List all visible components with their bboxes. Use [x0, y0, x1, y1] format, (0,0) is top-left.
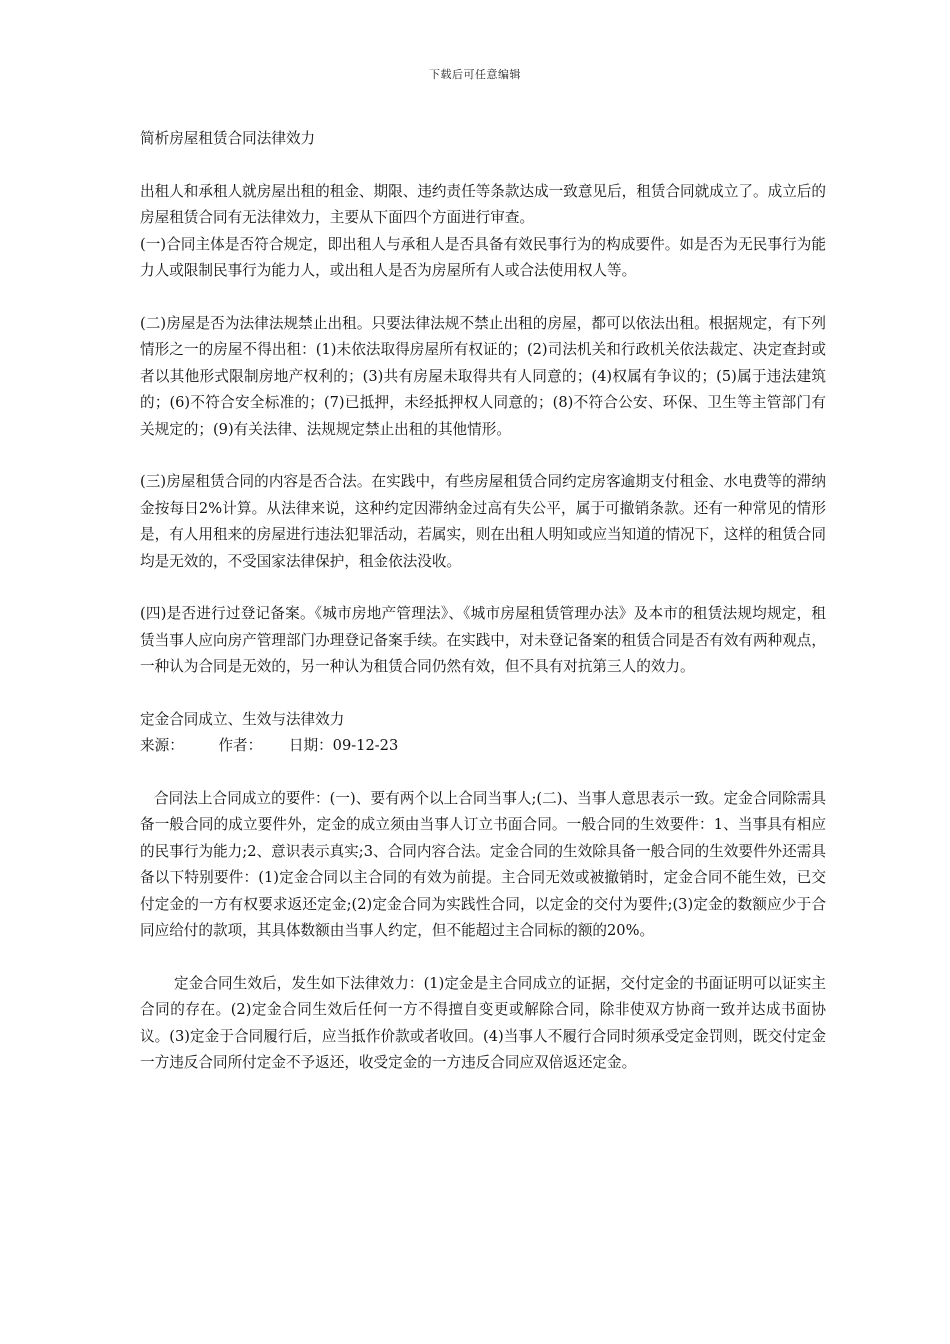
paragraph-spacer: [140, 443, 826, 469]
meta-author: 作者：: [218, 737, 263, 754]
article1-paragraph-2: (二)房屋是否为法律法规禁止出租。只要法律法规不禁止出租的房屋，都可以依法出租。根据规定，有下列情形之一的房屋不得出租：(1)未依法取得房屋所有权证的；(2)司法机关和行政机关依法裁定、决定查封或者以其他形式限制房地产权利的；(3)共有房屋未取得共有人同意的；(4)权属有争议的；(5)属于违法建筑的；(6)不符合安全标准的；(7)已抵押，未经抵押权人同意的；(8)不符合公安、环保、卫生等主管部门有关规定的；(9)有关法律、法规规定禁止出租的其他情形。: [140, 314, 826, 438]
header-note: 下载后可任意编辑: [429, 68, 521, 81]
paragraph-spacer: [140, 945, 826, 971]
article2-paragraph-2: 定金合同生效后，发生如下法律效力：(1)定金是主合同成立的证据，交付定金的书面证明可以证实主合同的存在。(2)定金合同生效后任何一方不得擅自变更或解除合同，除非使双方协商一致并达成书面协议。(3)定金于合同履行后，应当抵作价款或者收回。(4)当事人不履行合同时须承受定金罚则，既交付定金一方违反合同所付定金不予返还，收受定金的一方违反合同应双倍返还定金。: [140, 974, 826, 1071]
paragraph-spacer: [140, 681, 826, 707]
article1-intro: 出租人和承租人就房屋出租的租金、期限、违约责任等条款达成一致意见后，租赁合同就成立了。成立后的房屋租赁合同有无法律效力，主要从下面四个方面进行审查。: [140, 182, 826, 226]
article2-meta: [140, 733, 826, 760]
article1-paragraph-4: (四)是否进行过登记备案。《城市房地产管理法》、《城市房屋租赁管理办法》及本市的租赁法规均规定，租赁当事人应向房产管理部门办理登记备案手续。在实践中，对未登记备案的租赁合同是否有效有两种观点，一种认为合同是无效的，另一种认为租赁合同仍然有效，但不具有对抗第三人的效力。: [140, 605, 826, 675]
document-body: [140, 126, 826, 1077]
article1-paragraph-3: (三)房屋租赁合同的内容是否合法。在实践中，有些房屋租赁合同约定房客逾期支付租金、水电费等的滞纳金按每日2%计算。从法律来说，这种约定因滞纳金过高有失公平，属于可撤销条款。还有一种常见的情形是，有人用租来的房屋进行违法犯罪活动，若属实，则在出租人明知或应当知道的情况下，这样的租赁合同均是无效的，不受国家法律保护，租金依法没收。: [140, 473, 826, 570]
paragraph-spacer: [140, 760, 826, 786]
meta-source: 来源：: [140, 737, 184, 754]
paragraph-spacer: [140, 285, 826, 311]
article1-paragraph-1: (一)合同主体是否符合规定，即出租人与承租人是否具备有效民事行为的构成要件。如是否为无民事行为能力人或限制民事行为能力人，或出租人是否为房屋所有人或合法使用权人等。: [140, 235, 826, 279]
paragraph-spacer: [140, 575, 826, 601]
article1-title: 简析房屋租赁合同法律效力: [140, 130, 316, 147]
article2-paragraph-1: 合同法上合同成立的要件：(一)、要有两个以上合同当事人;(二)、当事人意思表示一致。定金合同除需具备一般合同的成立要件外，定金的成立须由当事人订立书面合同。一般合同的生效要件：1、当事具有相应的民事行为能力;2、意识表示真实;3、合同内容合法。定金合同的生效除具备一般合同的生效要件外还需具备以下特别要件：(1)定金合同以主合同的有效为前提。主合同无效或被撤销时，定金合同不能生效，已交付定金的一方有权要求返还定金;(2)定金合同为实践性合同，以定金的交付为要件;(3)定金的数额应少于合同应给付的款项，其具体数额由当事人约定，但不能超过主合同标的额的20%。: [140, 789, 826, 939]
article2-title: 定金合同成立、生效与法律效力: [140, 710, 345, 728]
meta-date: 日期：09-12-23: [288, 737, 399, 754]
